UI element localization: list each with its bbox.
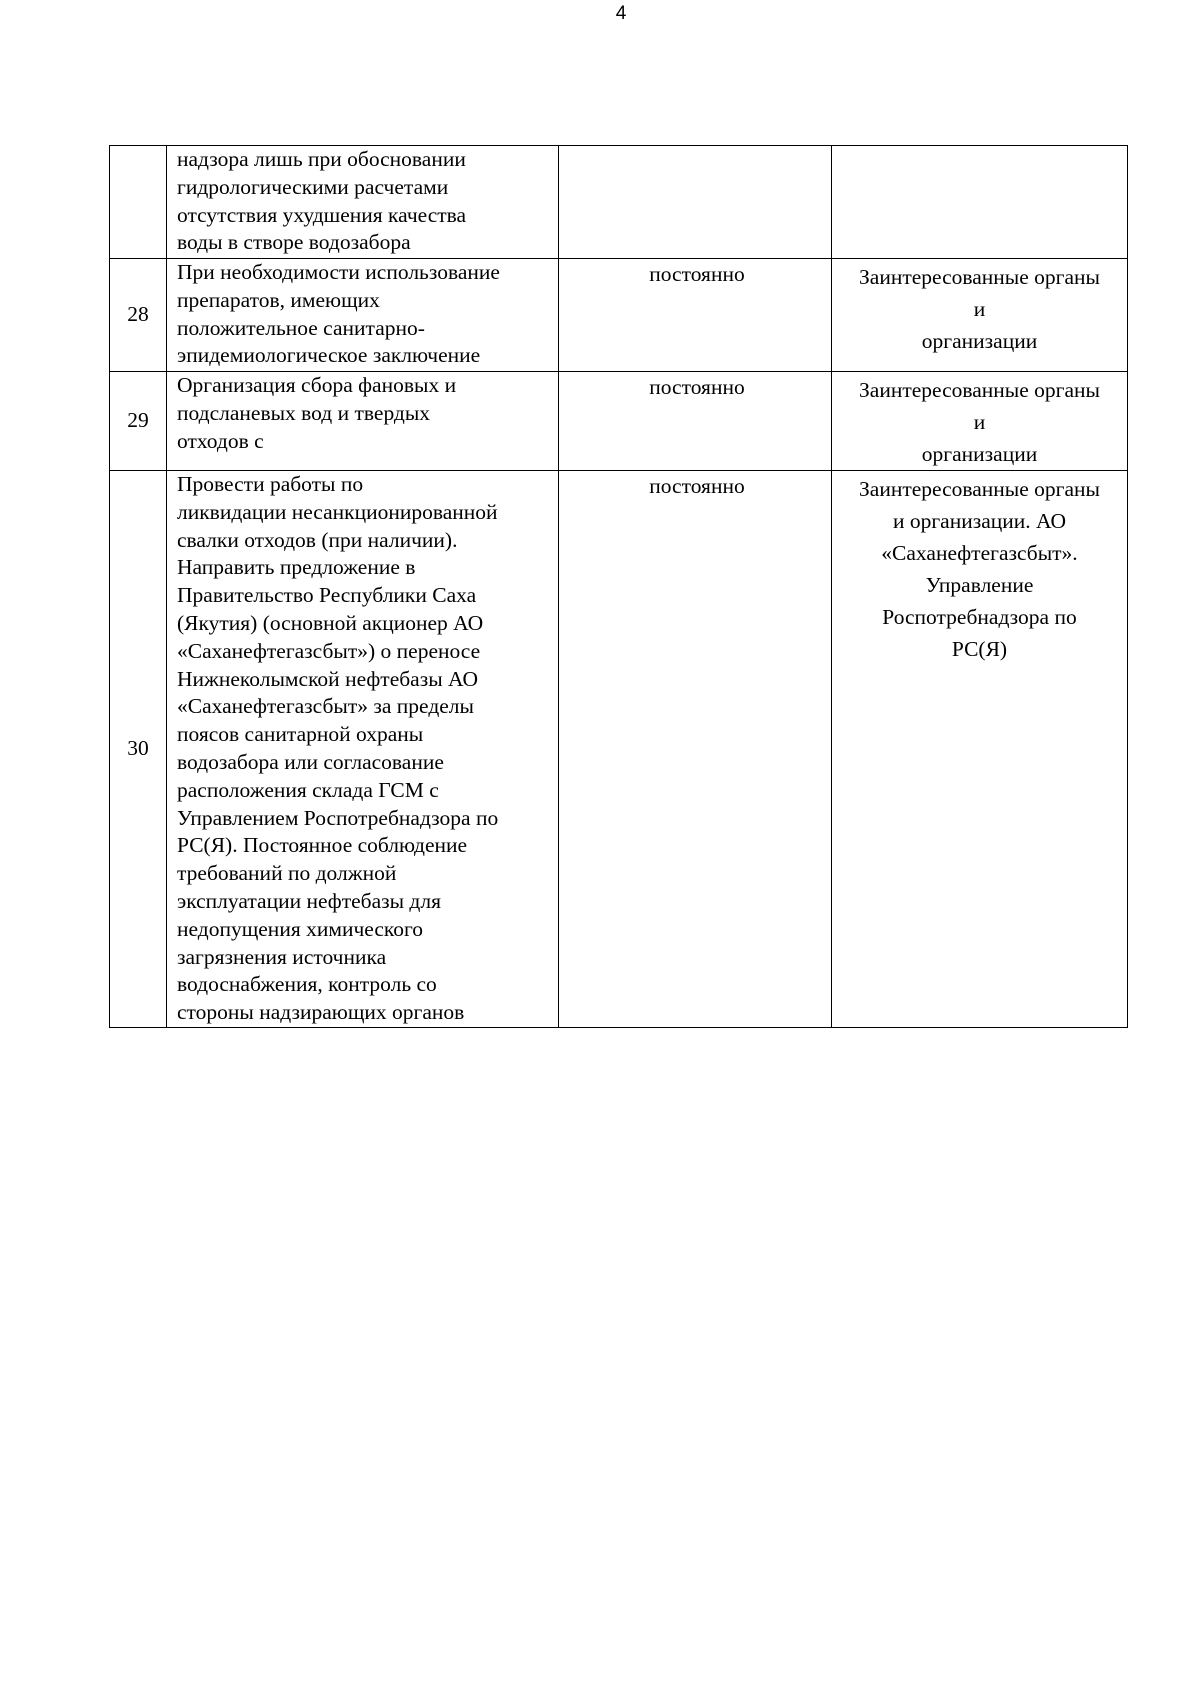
measure-description-line: ликвидации несанкционированной <box>177 499 498 524</box>
measure-description-line: Правительство Республики Саха <box>177 583 477 608</box>
responsible-line: и <box>973 297 986 321</box>
responsible-line: «Саханефтегазсбыт». <box>881 541 1078 565</box>
measure-description-line: свалки отходов (при наличии). <box>177 527 458 552</box>
row-number-cell: 30 <box>110 471 167 1028</box>
measure-description-line: «Саханефтегазсбыт» за пределы <box>177 694 474 719</box>
term-cell <box>559 146 832 259</box>
measure-description-line: недопущения химического <box>177 916 424 941</box>
measure-description-line: загрязнения источника <box>177 944 387 969</box>
measure-description-line: водоснабжения, контроль со <box>177 972 437 997</box>
measure-description-line: (Якутия) (основной акционер АО <box>177 610 484 635</box>
measure-description-line: эпидемиологическое заключение <box>177 343 481 368</box>
responsible-cell <box>832 259 1128 372</box>
measure-description-line: Организация сбора фановых и <box>177 373 457 397</box>
row-number-cell: 29 <box>110 372 167 471</box>
responsible-line: и <box>973 410 986 434</box>
responsible-line: Управление <box>925 573 1034 597</box>
measure-description-line: препаратов, имеющих <box>177 287 380 312</box>
measure-description-line: Нижнеколымской нефтебазы АО <box>177 666 479 691</box>
responsible-line: организации <box>921 329 1038 353</box>
measure-description-cell <box>167 146 559 259</box>
measure-description-line: РС(Я). Постоянное соблюдение <box>177 833 468 858</box>
page-number: 4 <box>615 3 627 24</box>
measure-description-line: водозабора или согласование <box>177 749 444 774</box>
responsible-line: Роспотребнадзора по <box>882 605 1077 629</box>
measure-description-line: подсланевых вод и твердых <box>177 400 431 425</box>
table-row <box>110 259 1128 372</box>
measure-description-line: отсутствия ухудшения качества <box>177 202 467 227</box>
term-cell: постоянно <box>559 372 832 471</box>
measure-description-line: стороны надзирающих органов <box>177 1000 465 1025</box>
measures-table-body <box>110 146 1128 1028</box>
responsible-cell <box>832 372 1128 471</box>
measure-description-line: При необходимости использование <box>177 260 500 284</box>
responsible-cell <box>832 146 1128 259</box>
table-row <box>110 146 1128 259</box>
measure-description-line: «Саханефтегазсбыт») о переносе <box>177 638 481 663</box>
measure-description-line: воды в створе водозабора <box>177 230 411 255</box>
responsible-line: Заинтересованные органы <box>859 378 1100 402</box>
table-row <box>110 471 1128 1028</box>
measure-description-line: отходов с <box>177 428 264 453</box>
measure-description-cell <box>167 471 559 1028</box>
measure-description-line: Управлением Роспотребнадзора по <box>177 805 499 830</box>
measure-description-line: гидрологическими расчетами <box>177 174 449 199</box>
term-cell: постоянно <box>559 471 832 1028</box>
measure-description-cell <box>167 259 559 372</box>
responsible-line: Заинтересованные органы <box>859 477 1100 501</box>
measure-description-line: поясов санитарной охраны <box>177 722 424 747</box>
measure-description-line: эксплуатации нефтебазы для <box>177 888 441 913</box>
row-number-cell: 28 <box>110 259 167 372</box>
table-row <box>110 372 1128 471</box>
responsible-line: РС(Я) <box>951 637 1008 661</box>
measure-description-line: Направить предложение в <box>177 555 416 580</box>
measure-description-line: требований по должной <box>177 861 397 886</box>
measure-description-cell <box>167 372 559 471</box>
measures-table <box>109 145 1128 1028</box>
term-cell: постоянно <box>559 259 832 372</box>
responsible-cell <box>832 471 1128 1028</box>
responsible-line: и организации. АО <box>892 509 1067 533</box>
responsible-line: организации <box>921 442 1038 466</box>
responsible-line: Заинтересованные органы <box>859 265 1100 289</box>
row-number-cell <box>110 146 167 259</box>
measure-description-line: надзора лишь при обосновании <box>177 147 466 171</box>
measure-description-line: Провести работы по <box>177 472 364 496</box>
measure-description-line: расположения склада ГСМ с <box>177 777 439 802</box>
measure-description-line: положительное санитарно- <box>177 315 425 340</box>
